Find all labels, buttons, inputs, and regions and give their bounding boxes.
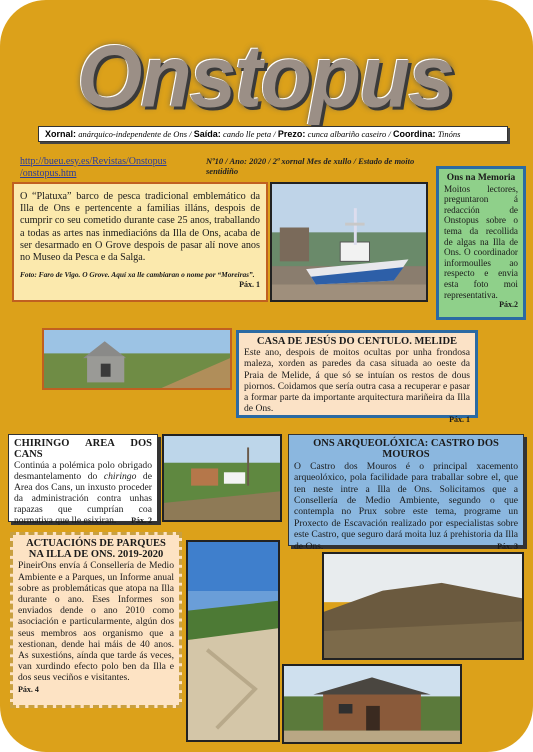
platuxa-page-ref: Páx. 1 (239, 280, 260, 290)
masthead-logo: Onstopus (77, 26, 453, 125)
parques-article (10, 532, 182, 708)
casa-page-ref: Páx. 1 (449, 415, 470, 425)
castro-title: ONS ARQUEOLÓXICA: CASTRO DOS MOUROS (313, 438, 499, 461)
boat-photo (270, 182, 428, 302)
xornal-value: anárquico-independente de Ons / (78, 129, 192, 139)
prezo-label: Prezo: (277, 129, 306, 139)
platuxa-article (12, 182, 268, 302)
platuxa-caption: Foto: Faro de Vigo. O Grove. Aquí xa lle cambiaran o nome por “Moreiras”. (20, 270, 255, 280)
website-link[interactable] (20, 156, 190, 180)
house-ruins-photo (42, 328, 232, 390)
website-link-line2[interactable]: /onstopus.htm (20, 168, 77, 179)
platuxa-text: O “Platuxa” barco de pesca tradicional emblemático da Illa de Ons e pertencente a familias illáns, despois de cumprir co seu cometido durante case 25 anos, traballando a todas as artes nas inmediacións da Illa de Ons, acaba de ser desarmado en O Grove despois de pasar alí nove anos no Museo da Pesca e da Salga. (20, 191, 260, 264)
parques-page-ref: Páx. 4 (18, 684, 39, 694)
parques-text: PineirOns envía á Consellería de Medio Ambiente e a Parques, un Informe anual sobre as problemáticas que atopa na Illa durante o ano. Eses Informes son enviados dende o ano 2010 como asociación e particularmente, algún dos seus membros aos organismo que a xestionan, dende hai máis de 40 anos. As suxestións, aínda que tarde ás veces, van xurdindo efecto polo ben da Illa e dos seus veciños e visitantes. (18, 560, 174, 684)
masthead (30, 28, 500, 124)
castro-text: O Castro dos Mouros é o principal xacemento arqueolóxico, pola facilidade para traballar sobre el, que ten neste intre a Illa de Ons. Solicitamos que a Consellería de Medio Ambiente, segundo o que contempla no Prux sobre este tema, programe un Proxecto de Escavación realizado por especialistas sobre este Castro, que seguro dará moita luz á prehistoria da Illa de Ons. (294, 460, 518, 552)
issue-info: Nº10 / Ano: 2020 / 2ª xornal Mes de xullo / Estado de moito sentidiño (206, 156, 415, 176)
castro-page-ref: Páx. 3 (497, 542, 518, 552)
parques-title: ACTUACIÓNS DE PARQUES NA ILLA DE ONS. 2019-2020 (26, 538, 166, 561)
chiringo-title: CHIRINGO AREA DOS CANS (14, 438, 152, 460)
casa-article (236, 330, 478, 425)
castro-hill-photo (322, 552, 524, 660)
chiringo-article (8, 434, 158, 526)
website-link-line1[interactable]: http://bueu.esy.es/Revistas/Onstopus (20, 156, 167, 167)
memoria-text: Moitos lectores, preguntaron á redacción de Onstopus sobre o tema da recollida de algas na Illa de Ons. O coordinador informoulles ao respecto e envia esta foto moi representativa. (444, 183, 518, 300)
coordina-value: Tinóns (437, 129, 461, 139)
hut-photo (282, 664, 462, 744)
chiringo-photo (162, 434, 282, 522)
chiringo-page-ref: Páx. 2 (131, 516, 152, 525)
info-bar (38, 126, 508, 142)
memoria-article (436, 166, 526, 320)
casa-title: CASA DE JESÚS DO CENTULO. MELIDE (256, 336, 458, 347)
chiringo-text: Continúa a polémica polo obrigado desmantelamento do chiringo de Area dos Cans, un inxusto proceder da administración contra unhas rapazas que cumprían coa normativa que lle esixiran. (14, 460, 152, 526)
memoria-title: Ons na Memoria (446, 173, 516, 183)
xornal-label: Xornal: (45, 129, 77, 139)
erosion-photo (186, 540, 280, 742)
memoria-page-ref: Páx.2 (499, 300, 518, 310)
saida-label: Saída: (193, 129, 221, 139)
saida-value: cando lle peta / (223, 129, 276, 139)
casa-text: Este ano, despois de moitos ocultas por unha frondosa maleza, xorden as paredes da casa situada ao oeste da Praia de Melide, á que só se intuían os restos de dous piornos. Coidamos que sería outra casa a recuperar e pasar a formar parte da importante arquitectura mariñeira da Illa de Ons. (244, 347, 470, 415)
coordina-label: Coordina: (392, 129, 436, 139)
prezo-value: cunca albariño caseiro / (307, 129, 391, 139)
castro-article (288, 434, 524, 552)
